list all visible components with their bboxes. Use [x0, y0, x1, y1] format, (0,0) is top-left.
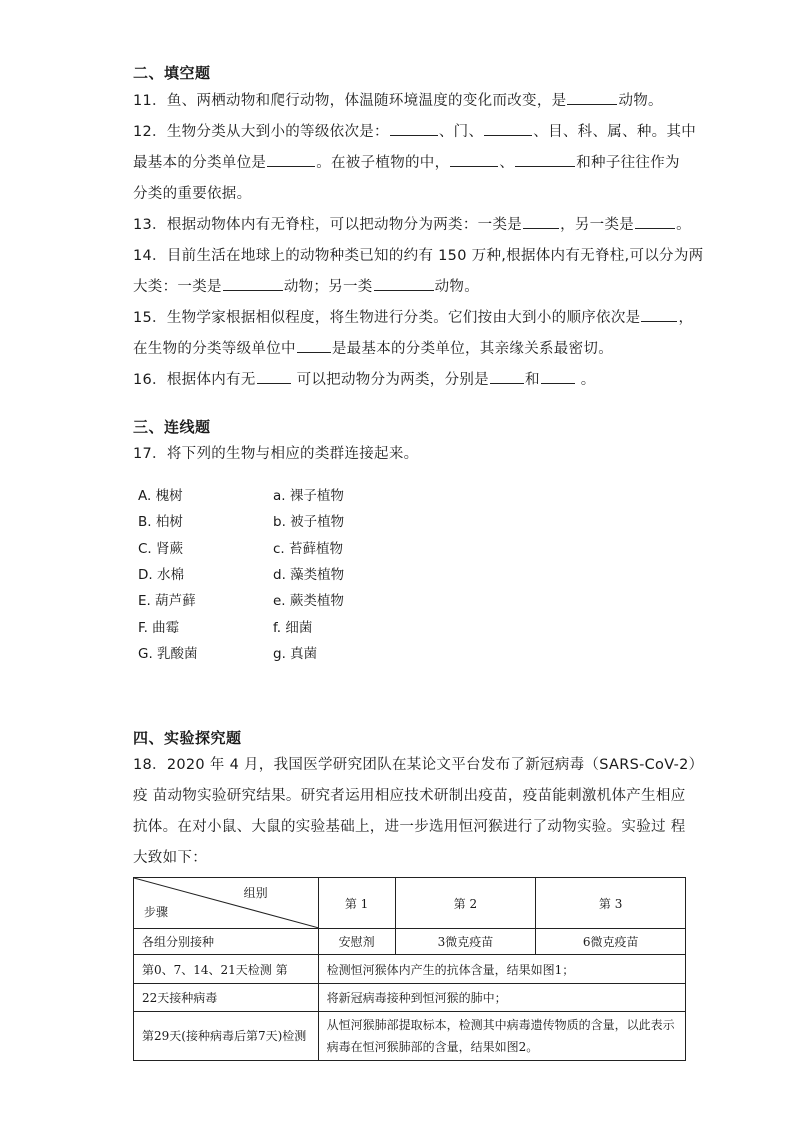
- table-header-row: [134, 878, 686, 929]
- match-right-item[interactable]: g. 真菌: [273, 646, 318, 662]
- answer-blank[interactable]: [390, 121, 438, 136]
- match-right-item[interactable]: c. 苔藓植物: [273, 541, 344, 557]
- question-14-line-2: 大类：一类是 动物；另一类 动物。: [133, 275, 479, 296]
- table-row: [134, 1012, 686, 1061]
- match-left-item[interactable]: B. 柏树: [138, 514, 183, 530]
- table-corner-cell: [134, 878, 319, 929]
- match-left-item[interactable]: E. 葫芦藓: [138, 593, 196, 609]
- step-cell: 第29天(接种病毒后第7天)检测: [134, 1012, 319, 1061]
- table-cell: 6微克疫苗: [536, 929, 686, 955]
- table-cell: 安慰剂: [318, 929, 395, 955]
- question-12-line-3: 分类的重要依据。: [133, 186, 252, 202]
- answer-blank[interactable]: [450, 152, 498, 167]
- question-13: 13．根据动物体内有无脊柱，可以把动物分为两类：一类是 ，另一类是 。: [133, 213, 691, 234]
- question-18-line-3: 抗体。在对小鼠、大鼠的实验基础上，进一步选用恒河猴进行了动物实验。实验过 程: [133, 819, 686, 835]
- question-18-line-4: 大致如下：: [133, 850, 207, 866]
- group-header: 第 2: [395, 878, 536, 929]
- answer-blank[interactable]: [484, 121, 532, 136]
- step-cell: 各组分别接种: [134, 929, 319, 955]
- answer-blank[interactable]: [267, 152, 315, 167]
- answer-blank[interactable]: [523, 214, 559, 229]
- answer-blank[interactable]: [541, 369, 575, 384]
- answer-blank[interactable]: [374, 276, 434, 291]
- question-15-line-2: 在生物的分类等级单位中 是最基本的分类单位，其亲缘关系最密切。: [133, 337, 613, 358]
- step-cell: 第0、7、14、21天检测 第: [134, 955, 319, 984]
- question-16: 16．根据体内有无 可以把动物分为两类，分别是 和 。: [133, 368, 596, 389]
- corner-label-group: 组别: [243, 886, 268, 900]
- match-right-item[interactable]: f. 细菌: [273, 620, 313, 636]
- group-header: 第 3: [536, 878, 686, 929]
- answer-blank[interactable]: [223, 276, 283, 291]
- table-cell: 将新冠病毒接种到恒河猴的肺中；: [318, 984, 685, 1012]
- table-cell: 3微克疫苗: [395, 929, 536, 955]
- match-right-item[interactable]: a. 裸子植物: [273, 488, 344, 504]
- answer-blank[interactable]: [635, 214, 675, 229]
- question-12-line-1: 12．生物分类从大到小的等级依次是： 、门、 、目、科、属、种。其中: [133, 120, 696, 141]
- question-17: 17．将下列的生物与相应的类群连接起来。: [133, 446, 419, 462]
- question-18-line-1: 18．2020 年 4 月，我国医学研究团队在某论文平台发布了新冠病毒（SARS-CoV-2）: [133, 757, 704, 773]
- question-11: 11．鱼、两栖动物和爬行动物，体温随环境温度的变化而改变，是 动物。: [133, 89, 663, 110]
- table-row: [134, 984, 686, 1012]
- section-heading-experiment: 四、实验探究题: [133, 729, 242, 747]
- match-left-item[interactable]: A. 槐树: [138, 488, 183, 504]
- answer-blank[interactable]: [257, 369, 291, 384]
- answer-blank[interactable]: [641, 307, 677, 322]
- match-left-item[interactable]: C. 肾蕨: [138, 541, 184, 557]
- match-right-item[interactable]: e. 蕨类植物: [273, 593, 344, 609]
- question-14-line-1: 14．目前生活在地球上的动物种类已知的约有 150 万种,根据体内有无脊柱,可以分为两: [133, 248, 704, 264]
- question-15-line-1: 15．生物学家根据相似程度，将生物进行分类。它们按由大到小的顺序依次是 ，: [133, 306, 693, 327]
- match-left-item[interactable]: D. 水棉: [138, 567, 184, 583]
- table-row: [134, 955, 686, 984]
- step-cell: 22天接种病毒: [134, 984, 319, 1012]
- table-cell: 从恒河猴肺部提取标本，检测其中病毒遗传物质的含量，以此表示病毒在恒河猴肺部的含量，结果如图2。: [318, 1012, 685, 1061]
- match-right-item[interactable]: b. 被子植物: [273, 514, 345, 530]
- match-right-item[interactable]: d. 藻类植物: [273, 567, 345, 583]
- match-left-item[interactable]: F. 曲霉: [138, 620, 180, 636]
- answer-blank[interactable]: [490, 369, 524, 384]
- answer-blank[interactable]: [515, 152, 575, 167]
- table-cell: 检测恒河猴体内产生的抗体含量，结果如图1；: [318, 955, 685, 984]
- match-left-item[interactable]: G. 乳酸菌: [138, 646, 198, 662]
- corner-label-step: 步骤: [144, 905, 169, 919]
- question-12-line-2: 最基本的分类单位是 。在被子植物的中， 、 和种子往往作为: [133, 151, 680, 172]
- section-heading-matching: 三、连线题: [133, 418, 211, 436]
- question-18-line-2: 疫 苗动物实验研究结果。研究者运用相应技术研制出疫苗，疫苗能刺激机体产生相应: [133, 788, 686, 804]
- answer-blank[interactable]: [567, 90, 617, 105]
- section-heading-fill-blank: 二、填空题: [133, 64, 211, 82]
- experiment-table: [133, 877, 686, 1061]
- table-row: [134, 929, 686, 955]
- group-header: 第 1: [318, 878, 395, 929]
- answer-blank[interactable]: [297, 338, 331, 353]
